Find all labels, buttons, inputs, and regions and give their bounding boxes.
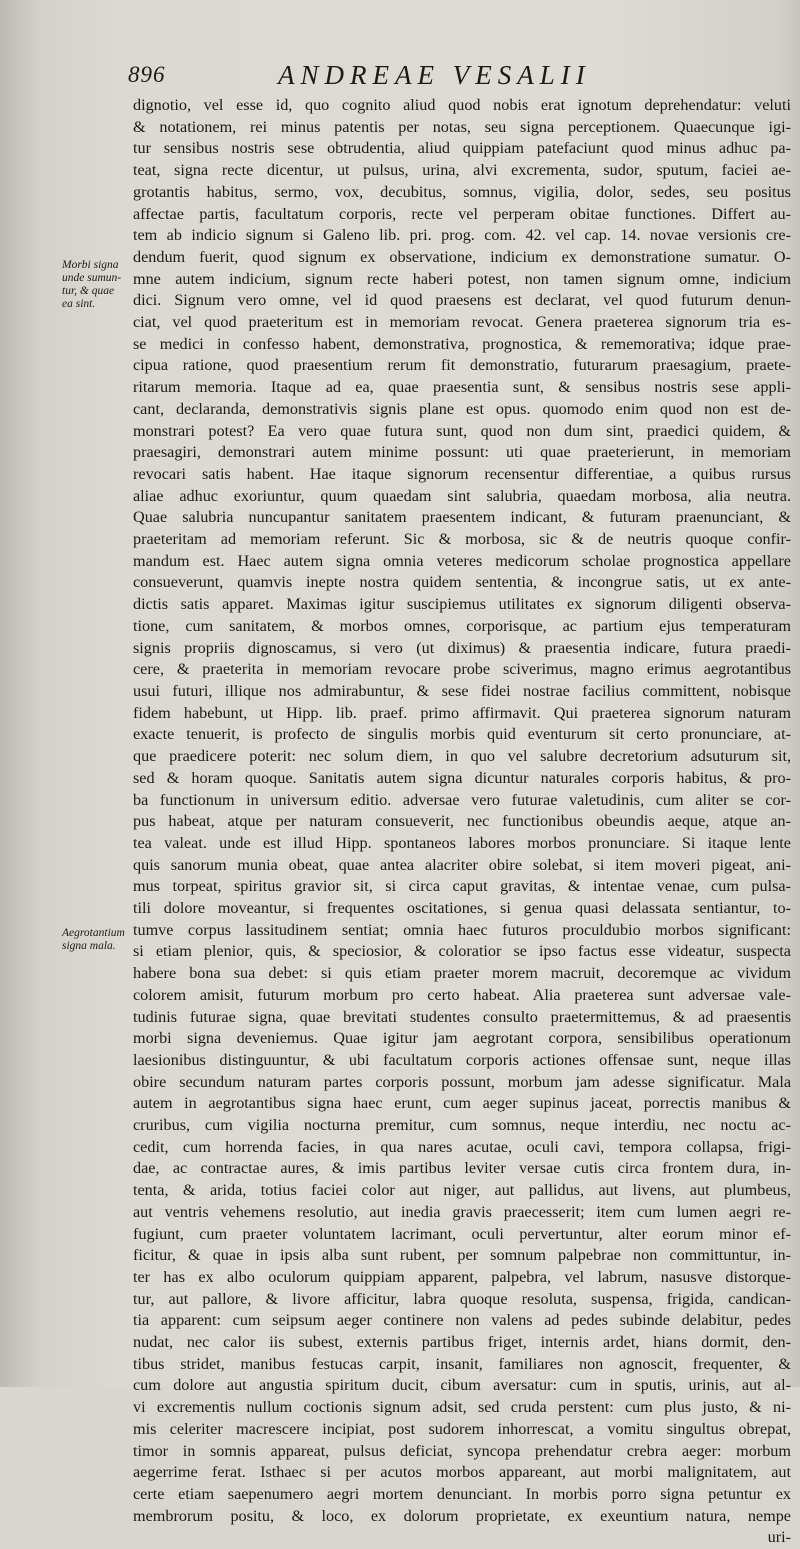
text-line: cedit, cum horrenda facies, in qua nares acutae, oculi cavi, tempora collapsa, frigi- xyxy=(133,1137,791,1156)
text-line: colorem amisit, futurum morbum pro certo habeat. Alia praeterea sunt adversae vale- xyxy=(133,985,791,1004)
text-line: timor in somnis appareat, pulsus deficiat, syncopa prehendatur crebra aeger: morbum xyxy=(133,1441,791,1460)
page-number: 896 xyxy=(128,62,166,87)
text-line: tibus stridet, manibus festucas carpit, insanit, familiares non agnoscit, frequenter, & xyxy=(133,1354,791,1373)
text-line: aegerrime ferat. Isthaec si per acutos morbos appareant, aut morbi malignitatem, aut xyxy=(133,1463,791,1482)
text-line: certe etiam saepenumero aegri mortem denunciant. In morbis porro signa petuntur ex xyxy=(133,1485,791,1503)
text-line: praesagiri, demonstrari autem minime possunt: uti quae praeterierunt, in memoriam xyxy=(133,443,791,462)
text-line: habere bona sua debet: si quis etiam praeter morem macruit, decoremque ac vividum xyxy=(133,964,791,983)
text-line: morbi signa deveniemus. Quae igitur jam aegrotant corpora, sensibilibus operationum xyxy=(133,1029,791,1048)
text-line: tia apparent: cum seipsum aeger continere non valens ad pedes subinde delabitur, pedes xyxy=(133,1311,791,1330)
margin-note-line: tur, & quae xyxy=(62,285,115,297)
text-line: tenta, & arida, totius faciei color aut niger, aut pallidus, aut livens, aut plumbeus, xyxy=(133,1181,791,1200)
text-line: uri- xyxy=(767,1528,791,1547)
text-line: ba functionum in universum editio. adversae vero futurae valetudinis, cum aliter se cor- xyxy=(133,790,791,809)
text-line: membrorum positu, & loco, ex dolorum proprietate, ex exeuntium natura, nempe xyxy=(133,1506,791,1525)
text-line: & notationem, rei minus patentis per notas, seu signa perceptionem. Quaecunque igi- xyxy=(133,117,791,136)
text-line: mandum est. Haec autem signa omnia veteres medicorum scholae prognostica appellare xyxy=(133,551,791,570)
text-line: mne autem indicium, signum recte haberi potest, non tamen signum omne, indicium xyxy=(133,269,791,288)
text-line: affectae partis, facultatum corporis, recte vel perperam obitae functiones. Differt au- xyxy=(133,204,791,223)
text-line: pus habeat, atque per naturam consueverit, nec functionibus obeundis aeque, atque an- xyxy=(133,812,791,831)
text-line: tur sensibus nostris sese obtrudentia, aliud quippiam patefaciunt quod minus adhuc pa- xyxy=(133,139,791,158)
text-line: tem ab indicio signum si Galeno lib. pri. prog. com. 42. vel cap. 14. novae versionis cre- xyxy=(133,226,791,245)
text-line: teat, signa recte dicentur, ut pulsus, urina, alvi excrementa, sudor, sputum, faciei ae- xyxy=(133,161,791,180)
text-line: tea valeat. unde est illud Hipp. spontaneos labores morbos pronunciare. Si itaque lente xyxy=(133,833,791,852)
text-line: ritarum memoria. Itaque ad ea, quae praesentia sunt, & sensibus nostris sese appli- xyxy=(133,378,791,397)
margin-note-line: Aegrotantium xyxy=(62,927,125,939)
text-line: Quae salubria nuncupantur sanitatem praesentem indicant, & futuram praenunciant, & xyxy=(133,508,791,527)
body-text xyxy=(133,95,791,1549)
text-line: que praedicere poterit: nec solum diem, in quo vel salubre decretorium adsuturum sit, xyxy=(133,747,791,766)
text-line: tumve corpus lassitudinem sentiat; omnia haec futuros proculdubio morbos significant: xyxy=(133,920,791,939)
margin-note-line: unde sumun- xyxy=(62,272,122,284)
margin-note-aegrotantium xyxy=(62,927,124,953)
text-line: dae, ac contractae aures, & imis partibus leviter versae cutis circa frontem dura, in- xyxy=(133,1159,791,1178)
text-line: signis propriis dignoscamus, si vero (ut diximus) & praesentia indicare, futura praedi- xyxy=(133,638,791,657)
text-line: cere, & praeterita in memoriam revocare probe sciverimus, magno erimus aegrotantibus xyxy=(133,660,791,679)
text-line: cruribus, cum vigilia nocturna premitur, cum somnus, neque interdiu, nec noctu ac- xyxy=(133,1116,791,1135)
margin-note-line: signa mala. xyxy=(62,940,116,952)
text-line: autem in aegrotantibus signa haec erunt, cum aeger supinus jaceat, porrectis manibus & xyxy=(133,1094,791,1113)
text-line: ficitur, & quae in ipsis alba sunt rubent, per somnum palpebrae non committuntur, in- xyxy=(133,1246,791,1265)
margin-note-line: Morbi signa xyxy=(62,259,119,271)
text-line: mus torpeat, spiritus gravior sit, si circa caput gravitas, & intentae venae, cum pulsa- xyxy=(133,877,791,896)
text-line: fugiunt, cum praeter voluntatem lacrimant, oculi pervertuntur, alter eorum minor ef- xyxy=(133,1224,791,1243)
text-line: fidem habebunt, ut Hipp. lib. praef. primo affirmavit. Qui praeterea signorum naturam xyxy=(133,703,791,722)
text-line: se medici in confesso habent, demonstrativa, prognostica, & rememorativa; idque prae- xyxy=(133,334,791,353)
margin-note-line: ea sint. xyxy=(62,298,96,310)
text-line: cant, declaranda, demonstrativis signis plane est opus. quomodo enim quod non est de- xyxy=(133,399,791,418)
text-line: obire secundum naturam partes corporis possunt, morbum jam adesse significatur. Mala xyxy=(133,1072,791,1091)
running-head: ANDREAE VESALII xyxy=(278,60,591,90)
text-line: quis sanorum munia obeat, quae antea alacriter obire solebat, si item moveri pigeat, ani- xyxy=(133,855,791,874)
text-line: usui futuri, illique nos admirabuntur, & sese fidei nostrae facilius committent, nobisque xyxy=(133,681,791,700)
text-line: tudinis futurae signa, quae brevitati studentes consulto praetermittemus, & ad praesentis xyxy=(133,1007,791,1026)
text-line: aut ventris vehemens resolutio, aut inedia gravis praecesserit; item cum lumen aegri re- xyxy=(133,1202,791,1221)
text-line: ter has ex albo oculorum quippiam apparent, palpebra, vel labrum, nasusve distorque- xyxy=(133,1267,791,1286)
text-line: aliae adhuc exoriuntur, quum quaedam sint salubria, quaedam morbosa, alia neutra. xyxy=(133,486,791,505)
text-line: tili dolore moveantur, si frequentes oscitationes, si genua quasi delassata sentiantur, to- xyxy=(133,899,791,918)
text-line: vi excrementis nullum coctionis signum adsit, sed cruda perstent: cum plus justo, & ni- xyxy=(133,1398,791,1417)
text-line: consueverunt, quamvis inepte nostra quidem sententia, & incongrue satis, ut ex ante- xyxy=(133,573,791,592)
text-line: cum dolore aut angustia spiritum ducit, cibum aversatur: cum in sputis, urinis, aut al- xyxy=(133,1376,791,1395)
text-line: exacte tenuerit, is profecto de singulis morbis quid eventurum sit certo pronunciare, at- xyxy=(133,725,791,744)
text-line: si etiam plenior, quis, & speciosior, & coloratior se ipso factus esse videatur, suspecta xyxy=(133,942,791,961)
page-header xyxy=(128,60,788,94)
text-line: revocari satis habent. Hae itaque signorum recensentur differentiae, a quibus rursus xyxy=(133,464,791,483)
text-line: tione, cum sanitatem, & morbos omnes, corporisque, ac partium ejus temperaturam xyxy=(133,616,791,635)
text-line: dici. Signum vero omne, vel id quod praesens est declarat, vel quod futurum denun- xyxy=(133,291,791,310)
margin-note-morbi-signa xyxy=(62,259,124,311)
text-line: ciat, vel quod praeteritum est in memoriam revocat. Genera praeterea signorum tria es- xyxy=(133,313,791,332)
text-line: praeteritam ad memoriam referunt. Sic & morbosa, sic & de neutris quoque confir- xyxy=(133,530,791,549)
text-line: monstrari potest? Ea vero quae futura sunt, quod non dum sint, praedici quidem, & xyxy=(133,421,791,440)
text-line: dictis satis apparet. Maximas igitur suscipiemus utilitates ex signorum diligenti observa- xyxy=(133,595,791,614)
text-line: grotantis habitus, sermo, vox, decubitus, somnus, vigilia, dolor, sedes, seu positus xyxy=(133,182,791,201)
text-line: cipua ratione, quod praesentium rerum fit demonstratio, futurarum praesagium, praete- xyxy=(133,356,791,375)
text-line: mis celeriter macrescere incipiat, post sudorem inhorrescat, a vomitu singultus obrepat, xyxy=(133,1419,791,1438)
text-line: dignotio, vel esse id, quo cognito aliud quod nobis erat ignotum deprehendatur: veluti xyxy=(133,96,791,114)
text-line: tur, aut pallore, & livore afficitur, labra quoque resoluta, suspensa, frigida, candican- xyxy=(133,1289,791,1308)
text-line: laesionibus distinguuntur, & ubi facultatum corporis actiones offensae sunt, neque illas xyxy=(133,1050,791,1069)
text-line: sed & horam quoque. Sanitatis autem signa dicuntur naturales corporis habitus, & pro- xyxy=(133,768,791,787)
text-line: dendum fuerit, quod signum ex observatione, indicium ex demonstratione sumatur. O- xyxy=(133,247,791,266)
text-line: nudat, nec calor iis subest, externis partibus friget, internis ardet, hians dormit, den- xyxy=(133,1333,791,1352)
